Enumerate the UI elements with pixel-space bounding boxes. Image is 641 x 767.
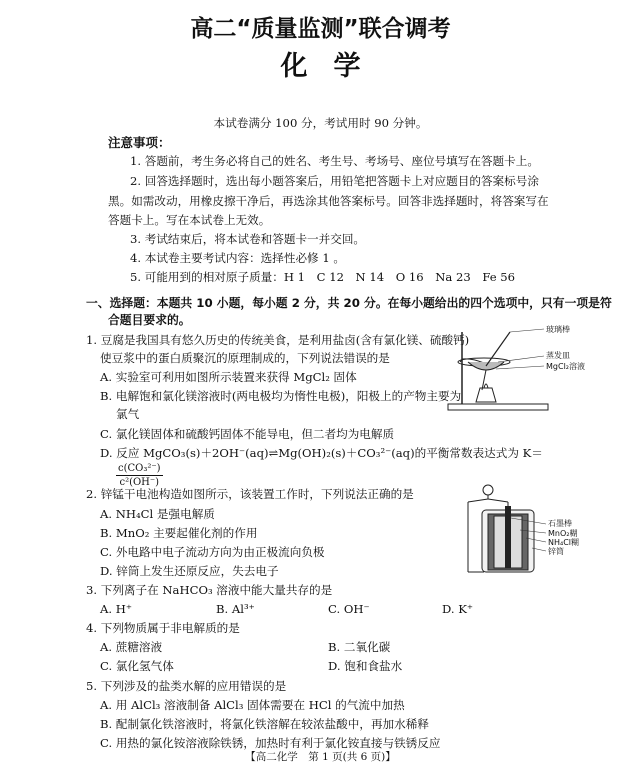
q2-option-c: C. 外电路中电子流动方向为由正极流向负极 [100, 545, 325, 559]
subject-title: 化学 [280, 51, 387, 82]
q5-option-a: A. 用 AlCl₃ 溶液制备 AlCl₃ 固体需要在 HCl 的气流中加热 [100, 698, 405, 712]
evaporation-apparatus-figure [440, 322, 615, 414]
section-heading: 合题目要求的。 [108, 313, 191, 327]
q4-stem: 4. 下列物质属于非电解质的是 [86, 621, 240, 635]
q1-option-b: B. 电解饱和氯化镁溶液时(两电极均为惰性电极)，阳极上的产物主要为 [100, 389, 462, 403]
notice-line: 4. 本试卷主要考试内容：选择性必修 1 。 [130, 251, 345, 265]
q1-option-d: D. 反应 MgCO₃(s)＋2OH⁻(aq)⇌Mg(OH)₂(s)＋CO₃²⁻(aq)的平衡常数表达式为 K＝ [100, 446, 543, 460]
q2-option-b: B. MnO₂ 主要起催化剂的作用 [100, 526, 258, 540]
notice-line: 答题卡上。写在本试卷上无效。 [108, 213, 271, 227]
fraction-denominator: c²(OH⁻) [119, 477, 160, 488]
figure-label: 蒸发皿 [546, 351, 570, 360]
q2-option-d: D. 锌筒上发生还原反应，失去电子 [100, 564, 279, 578]
q1-option-c: C. 氯化镁固体和硫酸钙固体不能导电，但二者均为电解质 [100, 427, 395, 441]
figure-label: MgCl₂溶液 [546, 362, 585, 371]
q3-stem: 3. 下列离子在 NaHCO₃ 溶液中能大量共存的是 [86, 583, 333, 597]
notice-line: 1. 答题前，考生务必将自己的姓名、考生号、考场号、座位号填写在答题卡上。 [130, 154, 539, 168]
q1-stem: 1. 豆腐是我国具有悠久历史的传统美食，是利用盐卤(含有氯化镁、硫酸钙) [86, 333, 470, 347]
q3-option-d: D. K⁺ [442, 602, 474, 616]
q3-option-c: C. OH⁻ [328, 602, 370, 616]
notice-heading: 注意事项： [108, 135, 171, 150]
figure-label: MnO₂糊 [548, 529, 578, 538]
section-heading: 一、选择题：本题共 10 小题，每小题 2 分，共 20 分。在每小题给出的四个选项中，只有一项是符 [86, 296, 612, 310]
q2-stem: 2. 锌锰干电池构造如图所示，该装置工作时，下列说法正确的是 [86, 487, 414, 501]
figure-label: NH₄Cl糊 [548, 538, 580, 547]
apparatus-drawing [440, 322, 615, 414]
q3-option-a: A. H⁺ [100, 602, 132, 616]
dry-cell-drawing [460, 480, 610, 580]
page-footer: 【高二化学 第 1 页(共 6 页)】 [245, 751, 396, 763]
notice-line: 黑。如需改动，用橡皮擦干净后，再选涂其他答案标号。回答非选择题时，将答案写在 [108, 194, 549, 208]
notice-line: 3. 考试结束后，将本试卷和答题卡一并交回。 [130, 232, 366, 246]
exam-info: 本试卷满分 100 分，考试用时 90 分钟。 [213, 116, 428, 130]
q4-option-a: A. 蔗糖溶液 [100, 640, 163, 654]
q4-option-c: C. 氯化氢气体 [100, 659, 174, 673]
figure-label: 锌筒 [548, 547, 564, 556]
figure-label: 石墨棒 [548, 519, 572, 528]
q5-stem: 5. 下列涉及的盐类水解的应用错误的是 [86, 679, 287, 693]
q5-option-b: B. 配制氯化铁溶液时，将氯化铁溶解在较浓盐酸中，再加水稀释 [100, 717, 429, 731]
notice-line: 2. 回答选择题时，选出每小题答案后，用铅笔把答题卡上对应题目的答案标号涂 [130, 174, 539, 188]
exam-title: 高二“质量监测”联合调考 [190, 16, 451, 42]
q1-stem: 使豆浆中的蛋白质聚沉的原理制成的，下列说法错误的是 [100, 351, 390, 365]
q1-option-a: A. 实验室可利用如图所示装置来获得 MgCl₂ 固体 [100, 370, 357, 384]
q2-option-a: A. NH₄Cl 是强电解质 [100, 507, 215, 521]
q3-option-b: B. Al³⁺ [216, 602, 255, 616]
q4-option-d: D. 饱和食盐水 [328, 659, 403, 673]
figure-label: 玻璃棒 [546, 325, 570, 334]
q4-option-b: B. 二氧化碳 [328, 640, 391, 654]
q5-option-c: C. 用热的氯化铵溶液除铁锈，加热时有利于氯化铵直接与铁锈反应 [100, 736, 441, 750]
notice-line: 5. 可能用到的相对原子质量：H 1 C 12 N 14 O 16 Na 23 Fe 56 [130, 270, 516, 284]
dry-cell-figure [460, 480, 610, 580]
q1-option-b-cont: 氯气 [116, 407, 140, 421]
fraction-numerator: c(CO₃²⁻) [118, 463, 161, 474]
q1-fraction [116, 462, 163, 489]
